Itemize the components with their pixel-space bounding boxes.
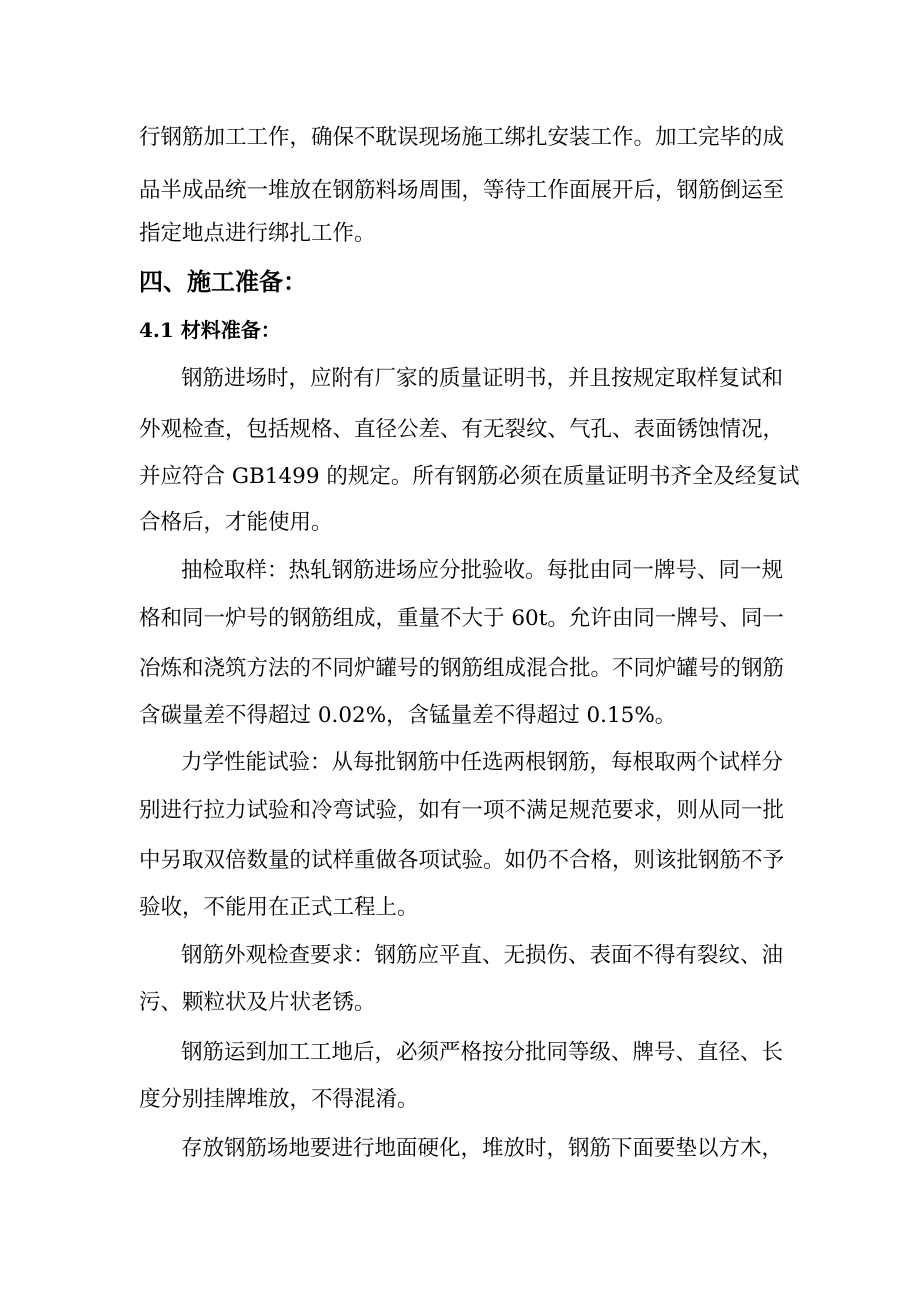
paragraph-3-line-2: 别进行拉力试验和冷弯试验，如有一项不满足规范要求，则从同一批 [139, 798, 785, 823]
paragraph-1-line-2: 外观检查，包括规格、直径公差、有无裂纹、气孔、表面锈蚀情况， [139, 417, 785, 442]
paragraph-3-line-3: 中另取双倍数量的试样重做各项试验。如仍不合格，则该批钢筋不予 [139, 848, 785, 873]
intro-line-1: 行钢筋加工工作，确保不耽误现场施工绑扎安装工作。加工完毕的成 [139, 125, 785, 150]
intro-line-2: 品半成品统一堆放在钢筋料场周围，等待工作面展开后，钢筋倒运至 [139, 178, 785, 203]
subsection-heading: 4.1 材料准备： [139, 318, 281, 342]
paragraph-3-line-1: 力学性能试验：从每批钢筋中任选两根钢筋，每根取两个试样分 [181, 750, 784, 775]
paragraph-4-line-1: 钢筋外观检查要求：钢筋应平直、无损伤、表面不得有裂纹、油 [181, 943, 784, 968]
paragraph-2-line-3: 冶炼和浇筑方法的不同炉罐号的钢筋组成混合批。不同炉罐号的钢筋 [139, 656, 785, 681]
intro-line-3: 指定地点进行绑扎工作。 [139, 221, 376, 246]
paragraph-2-line-4: 含碳量差不得超过 0.02%，含锰量差不得超过 0.15%。 [139, 703, 677, 728]
paragraph-1-line-4: 合格后，才能使用。 [139, 510, 333, 535]
paragraph-1-line-3: 并应符合 GB1499 的规定。所有钢筋必须在质量证明书齐全及经复试 [139, 464, 800, 489]
paragraph-5-line-2: 度分别挂牌堆放，不得混淆。 [139, 1087, 419, 1112]
paragraph-2-line-1: 抽检取样：热轧钢筋进场应分批验收。每批由同一牌号、同一规 [181, 558, 784, 583]
paragraph-2-line-2: 格和同一炉号的钢筋组成，重量不大于 60t。允许由同一牌号、同一 [139, 606, 784, 631]
paragraph-5-line-1: 钢筋运到加工工地后，必须严格按分批同等级、牌号、直径、长 [181, 1040, 784, 1065]
paragraph-3-line-4: 验收，不能用在正式工程上。 [139, 895, 419, 920]
paragraph-1-line-1: 钢筋进场时，应附有厂家的质量证明书，并且按规定取样复试和 [181, 366, 784, 391]
paragraph-4-line-2: 污、颗粒状及片状老锈。 [139, 990, 376, 1015]
paragraph-6-line-1: 存放钢筋场地要进行地面硬化，堆放时，钢筋下面要垫以方木， [181, 1136, 784, 1161]
section-heading: 四、施工准备： [139, 267, 307, 296]
